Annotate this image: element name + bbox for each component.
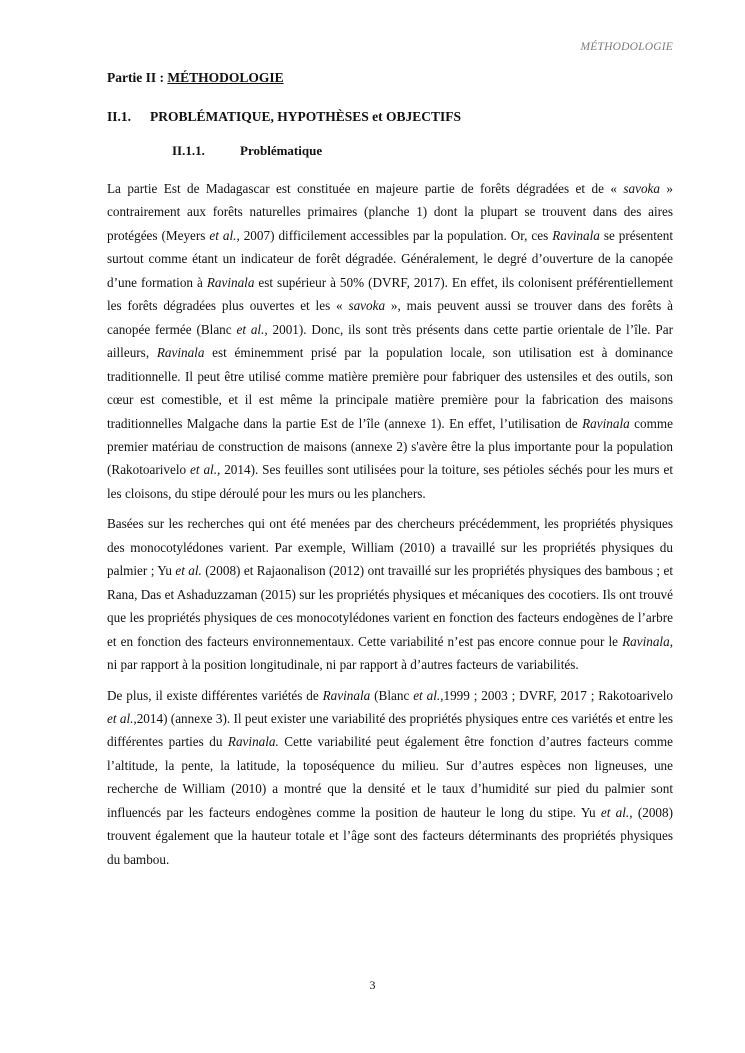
italic-term: et al. [175,563,202,579]
section-number: II.1. [107,109,132,124]
text-run: , ni par rapport à la position longitudinale, ni par rapport à d’autres facteurs de variabilités. [107,633,673,673]
running-header: MÉTHODOLOGIE [580,41,673,53]
text-run: » contrairement aux forêts naturelles primaires (planche 1) dont la plupart se trouvent dans des aires protégées (Meyers [107,181,673,243]
text-run: 2014). Ses feuilles sont utilisées pour la toiture, ses pétioles séchés pour les murs et les cloisons, du stipe déroulé pour les murs ou les planchers. [107,462,673,501]
italic-term: Ravinala [582,415,630,431]
italic-term: et al. [209,227,237,243]
subsection-number: II.1.1. [172,143,205,158]
text-run: , 2007) difficilement accessibles par la population. Or, ces [236,227,553,243]
paragraph [107,177,673,505]
page-number: 3 [369,978,376,992]
italic-term: Ravinala [552,227,600,243]
text-run: est supérieur à 50% (DVRF, 2017). En effet, ils colonisent préférentiellement les forêts dégradées plus ouvertes et les « [107,274,674,314]
part-title [107,70,284,86]
italic-term: Ravinala [206,274,255,290]
italic-term: Ravinala [622,633,670,649]
text-run: est éminemment prisé par la population locale, son utilisation est à dominance traditionnelle. Il peut être utilisé comme matière première pour fabriquer des ustensiles et des outils, son cœur est comestible, et il est même la principale matière première pour la fabrication des maisons traditionnelles Malgache dans la partie Est de l’île (annexe 1). En effet, l’utilisation de [107,345,673,431]
part-prefix: Partie II : [107,70,168,85]
text-run: Cette variabilité peut également être fonction d’autres facteurs comme l’altitude, la pente, la latitude, la toposéquence du milieu. Sur d’autres espèces non ligneuses, une recherche de William (2010) a montré que la densité et le taux d’humidité sur pied du palmier sont influencés par les facteurs endogènes comme la position de hauteur le long du stipe. Yu [107,734,673,820]
text-run: (Blanc [370,687,414,703]
italic-term: et al., [600,804,633,820]
text-run: De plus, il existe différentes variétés de [107,687,323,703]
body-text [107,177,673,878]
text-run: 1999 ; 2003 ; DVRF, 2017 ; Rakotoarivelo [443,687,673,703]
italic-term: et al., [236,321,268,337]
paragraph [107,684,673,872]
text-run: 2001). Donc, ils sont très présents dans cette partie orientale de l’île. Par ailleurs, [107,321,673,361]
text-run: se présentent surtout comme étant un indicateur de forêt dégradée. Généralement, le degré d’ouverture de la canopée d’une formation à [107,227,673,290]
subsection-title: Problématique [240,143,323,158]
text-run: (2008) et Rajaonalison (2012) ont travaillé sur les propriétés physiques des bambous ; et Rana, Das et Ashaduzzaman (2015) sur les propriétés physiques et mécaniques des cocotiers. Ils ont trouvé que les propriétés physiques de ces monocotylédones varient en fonction des facteurs endogènes de l’arbre et en fonction des facteurs environnementaux. Cette variabilité n’est pas encore connue pour le [107,563,674,649]
text-run: (2008) trouvent également que la hauteur totale et l’âge sont des facteurs déterminants des propriétés physiques du bambou. [107,804,673,867]
italic-term: Ravinala [156,345,205,361]
italic-term: et al., [190,462,221,478]
italic-term: et al., [107,710,137,726]
text-run: La partie Est de Madagascar est constituée en majeure partie de forêts dégradées et de « [107,181,624,196]
italic-term: savoka [348,298,386,314]
italic-term: savoka [623,181,660,196]
italic-term: Ravinala [322,687,371,703]
section-title: PROBLÉMATIQUE, HYPOTHÈSES et OBJECTIFS [150,109,462,124]
section-heading [107,109,461,125]
text-run: Basées sur les recherches qui ont été menées par des chercheurs précédemment, les propriétés physiques des monocotylédones varient. Par exemple, William (2010) a travaillé sur les propriétés physiques du palmier ; Yu [107,516,673,579]
italic-term: Ravinala. [227,734,279,750]
italic-term: et al., [413,687,444,703]
paragraph [107,512,673,676]
text-run: », mais peuvent aussi se trouver dans des forêts à canopée fermée (Blanc [107,298,673,337]
text-run: comme premier matériau de construction de maisons (annexe 2) s'avère être la plus importante pour la population (Rakotoarivelo [107,415,673,478]
part-name: MÉTHODOLOGIE [167,70,284,85]
subsection-heading [172,143,322,159]
text-run: 2014) (annexe 3). Il peut exister une variabilité des propriétés physiques entre ces variétés et entre les différentes parties du [107,710,673,750]
